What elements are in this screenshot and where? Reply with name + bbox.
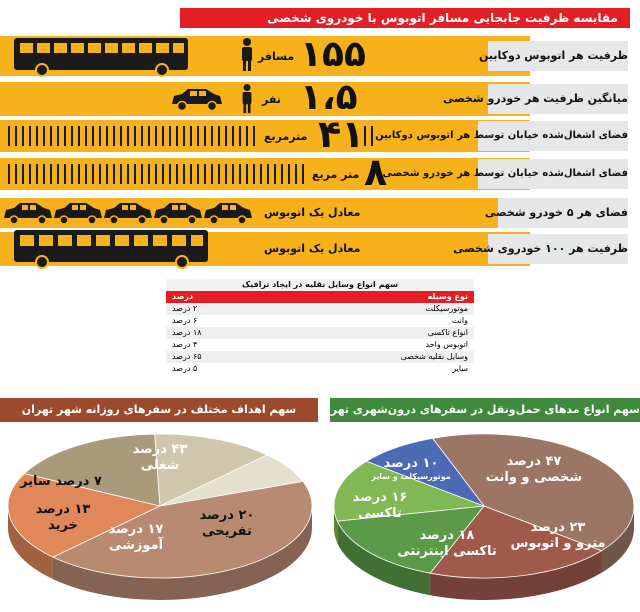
car-icon bbox=[168, 86, 224, 112]
row-number: ۴۱ bbox=[318, 112, 365, 156]
slice-value-label: ۷ درصد bbox=[55, 474, 102, 489]
slice-value-label: ۲۳ درصد bbox=[530, 520, 586, 535]
slice-category-label: شخصی و وانت bbox=[485, 470, 583, 485]
ruler-scale bbox=[364, 126, 374, 146]
table-cell-share: ۶ درصد bbox=[166, 315, 272, 327]
slice-category-label: مترو و اتوبوس bbox=[510, 536, 606, 551]
row-number: ۱۵۵ bbox=[300, 34, 366, 75]
table-row bbox=[166, 327, 474, 339]
traffic-share-table bbox=[166, 279, 474, 375]
slice-category-label: تاکسی اینترنتی bbox=[397, 544, 497, 559]
slice-category-label: تفریحی bbox=[202, 524, 252, 539]
row-label: فضای اشغال‌شده خیابان توسط هر اتوبوس دوکابین bbox=[478, 121, 628, 151]
double-bus-icon bbox=[12, 36, 192, 78]
person-icon bbox=[240, 84, 254, 114]
table-row bbox=[166, 303, 474, 315]
row-unit: مسافر bbox=[258, 50, 295, 63]
table-cell-vehicle: وسایل نقلیه شخصی bbox=[272, 351, 474, 363]
slice-value-label: ۱۶ درصد bbox=[352, 490, 408, 505]
pie-label bbox=[474, 454, 594, 486]
pie-label bbox=[498, 520, 618, 552]
table-header-vehicle: نوع وسیله bbox=[272, 291, 474, 303]
slice-value-label: ۱۰ درصد bbox=[383, 456, 439, 471]
slice-value-label: ۱۳ درصد bbox=[35, 502, 91, 517]
slice-category-label: موتورسیکلت و سایر bbox=[371, 472, 451, 481]
row-label: ظرفیت هر اتوبوس دوکابین bbox=[488, 41, 628, 71]
row-label: فضای اشغال‌شده خیابان توسط هر خودرو شخصی bbox=[478, 159, 628, 189]
slice-value-label: ۴۷ درصد bbox=[506, 454, 562, 469]
row-number: ۱،۵ bbox=[300, 77, 358, 118]
slice-category-label: تاکسی bbox=[358, 506, 402, 521]
slice-category-label: سایر bbox=[20, 474, 51, 489]
table-header-share: درصد bbox=[166, 291, 272, 303]
pie-label bbox=[356, 456, 466, 482]
row-unit: معادل یک اتوبوس bbox=[264, 206, 361, 219]
cars-row-icon bbox=[2, 200, 258, 226]
left-pie-title: سهم اهداف مختلف در سفرهای روزانه شهر تهران bbox=[0, 398, 318, 422]
table-row bbox=[166, 315, 474, 327]
pie-label bbox=[172, 508, 282, 540]
table-cell-vehicle: وانت bbox=[272, 315, 474, 327]
slice-category-label: آموزشی bbox=[108, 538, 164, 553]
row-unit: مترمربع bbox=[264, 130, 308, 143]
table-cell-share: ۱۸ درصد bbox=[166, 327, 272, 339]
pie-label bbox=[110, 442, 210, 474]
double-bus-icon bbox=[12, 228, 212, 270]
table-caption: سهم انواع وسایل نقلیه در ایجاد ترافیک bbox=[166, 279, 474, 291]
person-icon bbox=[240, 38, 254, 72]
table-cell-vehicle: موتورسیکلت bbox=[272, 303, 474, 315]
slice-value-label: ۲۰ درصد bbox=[199, 508, 255, 523]
table-row bbox=[166, 363, 474, 375]
row-label: میانگین ظرفیت هر خودرو شخصی bbox=[488, 84, 628, 114]
table-cell-vehicle: اتوبوس واحد bbox=[272, 339, 474, 351]
ruler-scale bbox=[8, 126, 260, 146]
table-cell-share: ۵ درصد bbox=[166, 363, 272, 375]
ruler-scale bbox=[8, 164, 308, 184]
table-cell-share: ۲ درصد bbox=[166, 303, 272, 315]
row-unit: نفر bbox=[262, 93, 281, 106]
slice-category-label: خرید bbox=[48, 518, 78, 533]
row-number: ۸ bbox=[364, 150, 388, 194]
slice-value-label: ۱۸ درصد bbox=[419, 528, 475, 543]
table-cell-vehicle: سایر bbox=[272, 363, 474, 375]
slice-value-label: ۱۷ درصد bbox=[108, 522, 164, 537]
slice-category-label: شغلی bbox=[140, 458, 180, 473]
page-title: مقایسه ظرفیت جابجایی مسافر اتوبوس با خودروی شخصی bbox=[180, 8, 630, 28]
table-row bbox=[166, 339, 474, 351]
table-row bbox=[166, 351, 474, 363]
pie-label bbox=[18, 502, 108, 534]
table-cell-share: ۶۵ درصد bbox=[166, 351, 272, 363]
pie-label bbox=[6, 474, 116, 490]
slice-value-label: ۴۳ درصد bbox=[132, 442, 188, 457]
table-cell-share: ۴ درصد bbox=[166, 339, 272, 351]
row-unit: معادل یک اتوبوس bbox=[264, 242, 361, 255]
pie-label bbox=[392, 528, 502, 560]
row-label: ظرفیت هر ۱۰۰ خودروی شخصی bbox=[488, 234, 628, 264]
table-cell-vehicle: انواع تاکسی bbox=[272, 327, 474, 339]
row-unit: متر مربع bbox=[312, 168, 360, 181]
pie-label bbox=[340, 490, 420, 522]
right-pie-title: سهم انواع مدهای حمل‌ونقل در سفرهای درون‌شهری تهران bbox=[330, 398, 640, 422]
row-label: فضای هر ۵ خودرو شخصی bbox=[498, 198, 628, 228]
